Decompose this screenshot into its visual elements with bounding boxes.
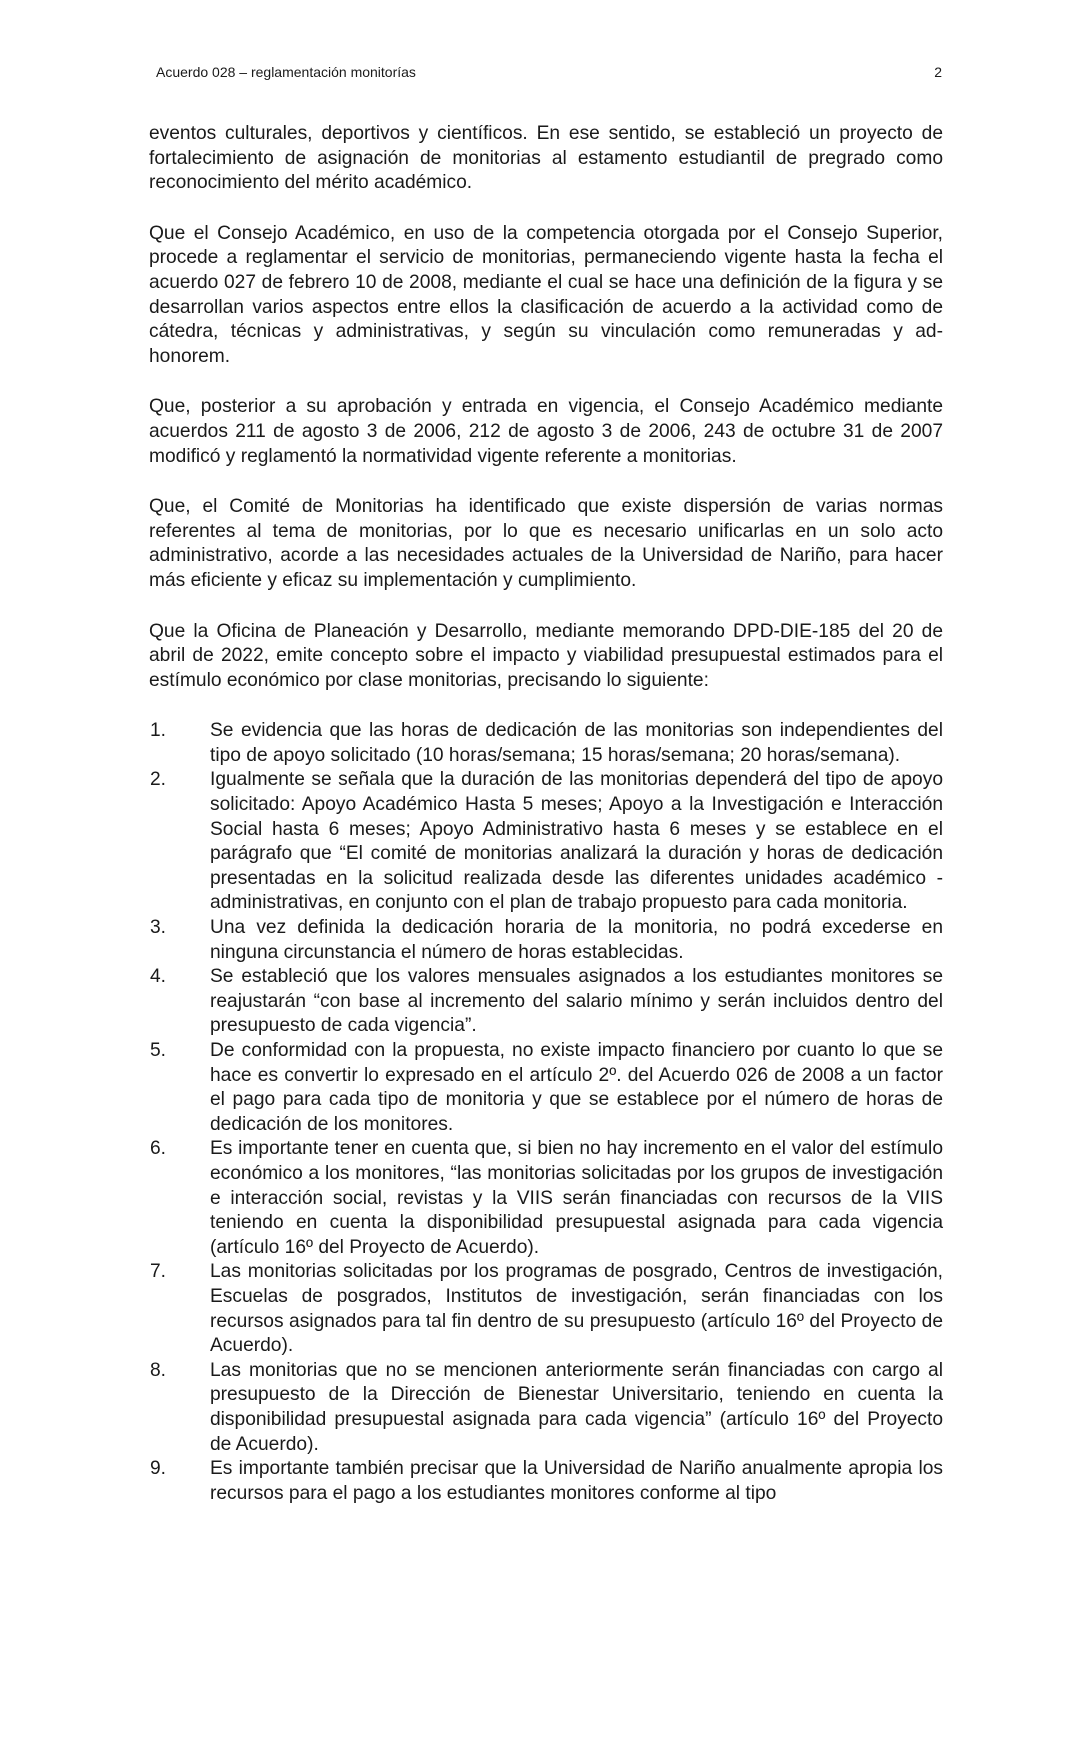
- list-item: [149, 1457, 943, 1506]
- list-item-text: Se estableció que los valores mensuales asignados a los estudiantes monitores se reajustarán “con base al incremento del salario mínimo y serán incluidos dentro del presupuesto de cada vigencia”.: [210, 966, 943, 1037]
- list-item-number: 4.: [150, 966, 167, 988]
- list-item: [149, 1359, 943, 1457]
- list-item-number: 7.: [150, 1261, 167, 1283]
- list-item-text: Las monitorias solicitadas por los programas de posgrado, Centros de investigación, Escuelas de posgrados, Institutos de investigación, serán financiadas con los recursos asignados para tal fin dentro de su presupuesto (artículo 16º del Proyecto de Acuerdo).: [210, 1261, 943, 1357]
- list-item: [149, 1039, 943, 1137]
- list-item-text: Es importante también precisar que la Universidad de Nariño anualmente apropia los recursos para el pago a los estudiantes monitores conforme al tipo: [210, 1458, 943, 1504]
- list-item-number: 5.: [150, 1040, 167, 1061]
- paragraph: eventos culturales, deportivos y científicos. En ese sentido, se estableció un proyecto de fortalecimiento de asignación de monitorias al estamento estudiantil de pregrado como reconocimiento del mérito académico.: [149, 123, 943, 194]
- list-item-number: 9.: [150, 1458, 167, 1480]
- paragraph: Que el Consejo Académico, en uso de la competencia otorgada por el Consejo Superior, procede a reglamentar el servicio de monitorias, permaneciendo vigente hasta la fecha el acuerdo 027 de febrero 10 de 2008, mediante el cual se hace una definición de la figura y se desarrollan varios aspectos entre ellos la clasificación de acuerdo a la actividad como de cátedra, técnicas y administrativas, y según su vinculación como remuneradas y ad-honorem.: [149, 222, 943, 367]
- list-item-number: 6.: [150, 1138, 167, 1160]
- list-item-text: De conformidad con la propuesta, no existe impacto financiero por cuanto lo que se hace es convertir lo expresado en el artículo 2º. del Acuerdo 026 de 2008 a un factor el pago para cada tipo de monitoria y que se establece por el número de horas de dedicación de los monitores.: [210, 1040, 943, 1135]
- list-item-text: Las monitorias que no se mencionen anteriormente serán financiadas con cargo al presupuesto de la Dirección de Bienestar Universitario, teniendo en cuenta la disponibilidad presupuestal asignada para cada vigencia” (artículo 16º del Proyecto de Acuerdo).: [210, 1359, 943, 1455]
- list-item: [149, 965, 943, 1039]
- list-item-number: 3.: [150, 917, 167, 939]
- list-item-number: 1.: [150, 720, 167, 742]
- list-item-text: Una vez definida la dedicación horaria de la monitoria, no podrá excederse en ninguna circunstancia el número de horas establecidas.: [210, 917, 943, 963]
- page-header: [156, 60, 942, 84]
- paragraph: Que la Oficina de Planeación y Desarrollo, mediante memorando DPD-DIE-185 del 20 de abril de 2022, emite concepto sobre el impacto y viabilidad presupuestal estimados para el estímulo económico por clase monitorias, precisando lo siguiente:: [149, 620, 943, 691]
- header-title: Acuerdo 028 – reglamentación monitorías: [156, 64, 416, 80]
- list-item: [149, 768, 943, 916]
- list-item: [149, 719, 943, 768]
- list-item: [149, 1260, 943, 1358]
- numbered-list: [149, 719, 943, 1506]
- document-body: [149, 122, 943, 1506]
- list-item-number: 8.: [150, 1359, 167, 1381]
- page-number: 2: [934, 64, 942, 80]
- list-item-number: 2.: [150, 769, 167, 791]
- list-item-text: Es importante tener en cuenta que, si bien no hay incremento en el valor del estímulo económico a los monitores, “las monitorias solicitadas por los grupos de investigación e interacción social, revistas y la VIIS serán financiadas con recursos de la VIIS teniendo en cuenta la disponibilidad presupuestal asignada para cada vigencia (artículo 16º del Proyecto de Acuerdo).: [210, 1138, 943, 1258]
- list-item: [149, 916, 943, 965]
- paragraph: Que, posterior a su aprobación y entrada en vigencia, el Consejo Académico mediante acuerdos 211 de agosto 3 de 2006, 212 de agosto 3 de 2006, 243 de octubre 31 de 2007 modificó y reglamentó la normatividad vigente referente a monitorias.: [149, 396, 943, 467]
- paragraph: Que, el Comité de Monitorias ha identificado que existe dispersión de varias normas referentes al tema de monitorias, por lo que es necesario unificarlas en un solo acto administrativo, acorde a las necesidades actuales de la Universidad de Nariño, para hacer más eficiente y eficaz su implementación y cumplimiento.: [149, 496, 943, 591]
- list-item-text: Se evidencia que las horas de dedicación de las monitorias son independientes del tipo de apoyo solicitado (10 horas/semana; 15 horas/semana; 20 horas/semana).: [210, 720, 943, 766]
- list-item: [149, 1137, 943, 1260]
- list-item-text: Igualmente se señala que la duración de las monitorias dependerá del tipo de apoyo solicitado: Apoyo Académico Hasta 5 meses; Apoyo a la Investigación e Interacción Social hasta 6 meses; Apoyo Administrativo hasta 6 meses y se establece en el parágrafo que “El comité de monitorias analizará la duración y horas de dedicación presentadas en la solicitud realizada desde las diferentes unidades académico - administrativas, en conjunto con el plan de trabajo propuesto para cada monitoria.: [210, 769, 943, 914]
